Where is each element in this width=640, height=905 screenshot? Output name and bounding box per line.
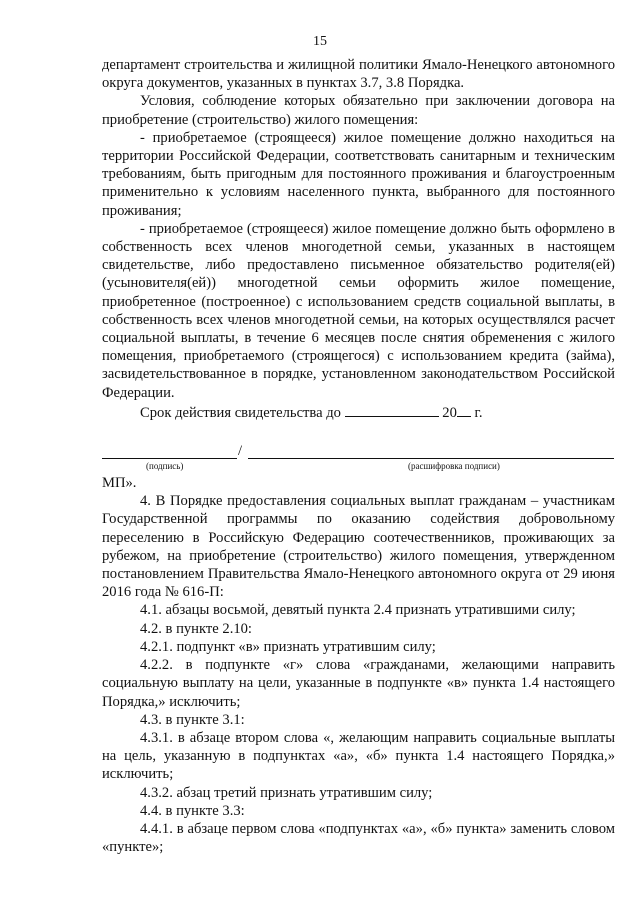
signature-decoding-caption: (расшифровка подписи) xyxy=(408,461,500,472)
validity-line xyxy=(102,404,615,422)
document-body xyxy=(102,56,615,856)
validity-prefix: Срок действия свидетельства до xyxy=(140,404,341,421)
paragraph-11: 4.3.1. в абзаце втором слова «, желающим направить социальные выплаты на цель, указанную в подпунктах «а», «б» пункта 1.4 настоящего Порядка,» исключить; xyxy=(102,729,615,783)
signature-slash: / xyxy=(238,443,243,460)
paragraph-2: Условия, соблюдение которых обязательно при заключении договора на приобретение (строительство) жилого помещения: xyxy=(102,93,615,128)
signature-row xyxy=(102,444,615,461)
stamp-mark: МП». xyxy=(102,475,137,492)
paragraph-5: 4. В Порядке предоставления социальных выплат гражданам – участникам Государственной программы по оказанию содействия добровольному переселению в Российскую Федерацию соотечественников, проживающих за рубежом, на приобретение (строительство) жилого помещения, утвержденном постановлением Правительства Ямало-Ненецкого автономного округа от 29 июня 2016 года № 616-П: xyxy=(102,493,615,601)
paragraph-3: - приобретаемое (строящееся) жилое помещение должно находиться на территории Российской Федерации, соответствовать санитарным и техническим требованиям, быть пригодным для постоянного проживания и благоустроенным применительно к условиям населенного пункта, выбранного для постоянного проживания; xyxy=(102,129,615,219)
paragraph-10: 4.3. в пункте 3.1: xyxy=(140,711,245,728)
paragraph-8: 4.2.1. подпункт «в» признать утратившим силу; xyxy=(140,638,436,655)
validity-suffix: г. xyxy=(474,404,483,421)
paragraph-7: 4.2. в пункте 2.10: xyxy=(140,620,252,637)
paragraph-13: 4.4. в пункте 3.3: xyxy=(140,802,245,819)
paragraph-9: 4.2.2. в подпункте «г» слова «гражданами, желающими направить социальную выплату на цели, указанные в подпункте «в» пункта 1.4 настоящего Порядка,» исключить; xyxy=(102,657,615,710)
validity-year-blank xyxy=(457,404,471,417)
signature-captions xyxy=(102,461,615,474)
validity-date-blank xyxy=(345,404,439,417)
paragraph-4: - приобретаемое (строящееся) жилое помещение должно быть оформлено в собственность всех членов многодетной семьи, указанных в настоящем свидетельстве, либо предоставлено письменное обязательство родителя(ей) (усыновителя(ей)) многодетной семьи оформить жилое помещение, приобретенное (построенное) с использованием средств социальной выплаты, в собственность всех членов многодетной семьи, на которых осуществлялся расчет социальной выплаты, в течение 6 месяцев после снятия обременения с жилого помещения, приобретаемого (строящегося) с использованием кредита (займа), засвидетельствованное в порядке, установленном законодательством Российской Федерации. xyxy=(102,220,615,401)
paragraph-14: 4.4.1. в абзаце первом слова «подпунктах «а», «б» пункта» заменить словом «пункте»; xyxy=(102,820,615,856)
paragraph-12: 4.3.2. абзац третий признать утратившим силу; xyxy=(140,784,433,801)
paragraph-6: 4.1. абзацы восьмой, девятый пункта 2.4 признать утратившими силу; xyxy=(140,602,576,619)
validity-year-prefix: 20 xyxy=(442,404,457,421)
signature-line xyxy=(102,458,237,459)
signature-decoding-line xyxy=(248,458,614,459)
page-number: 15 xyxy=(313,34,327,49)
signature-caption: (подпись) xyxy=(146,461,184,472)
paragraph-1: департамент строительства и жилищной политики Ямало-Ненецкого автономного округа документов, указанных в пунктах 3.7, 3.8 Порядка. xyxy=(102,57,615,92)
